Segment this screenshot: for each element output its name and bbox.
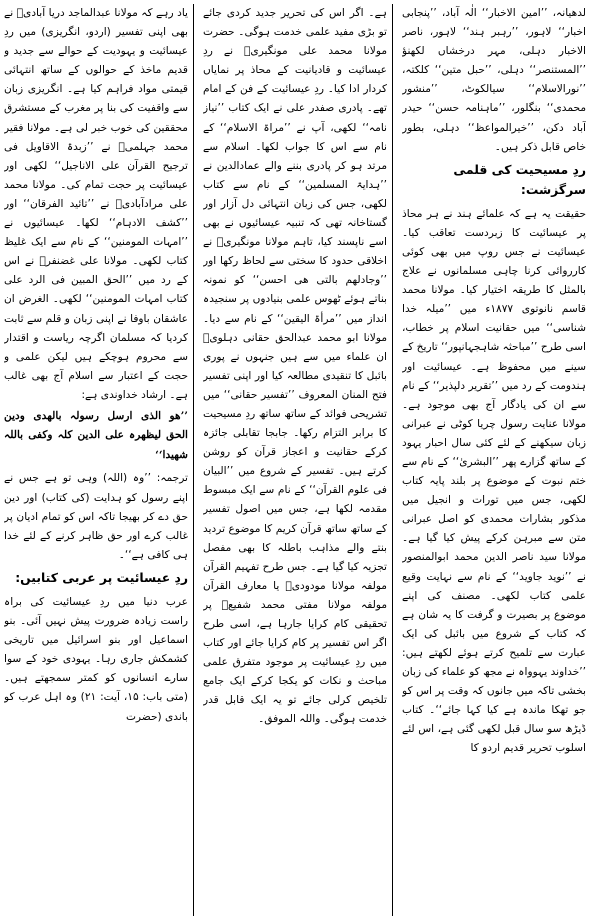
column-right [402, 4, 586, 916]
paragraph: یاد رہے کہ مولانا عبدالماجد دریا آبادیؒ نے بھی اپنی تفسیر (اردو، انگریزی) میں ردِ عیسائیت و یہودیت کے حوالے سے جدید و قدیم ماخذ کے حوالوں کے ساتھ انتہائی قیمتی مواد فراہم کیا ہے۔ انگریزی زبان سے واقفیت کی بنا پر مغرب کے مستشرق محققین کی خوب خبر لی ہے۔ مولانا فقیر محمد جہلمیؒ نے ’’زبدۃ الاقاویل فی ترجیح القرآن علی الاناجیل‘‘ لکھی اور عیسائیت پر حجت تمام کی۔ مولانا محمد علی مرادآبادیؒ نے ’’تائید الفرقان‘‘ اور ’’کشف الادہام‘‘ لکھا۔ عیسائیوں نے ’’امہات المومنین‘‘ کے نام سے ایک غلیظ کتاب لکھی۔ مولانا علی غضنفرؒ نے اس کے رد میں ’’الحق المبین فی الرد علی کتاب امہات المومنین‘‘ لکھی۔ الغرض ان عاشقان باوفا نے اپنی زبان و قلم سے ثابت کردیا کہ مسلمان اگرچہ ریاست و اقتدار سے محروم ہوچکے ہیں لیکن علمی و حجت کے اعتبار سے اسلام آج بھی غالب ہے۔ ارشاد خداوندی ہے: [4, 7, 188, 401]
column-middle [203, 4, 387, 916]
quran-verse: ’’ھو الذی ارسل رسولہ بالھدی ودین الحق لیظھرہ علی الدین کلہ وکفی باللہ شھیدا‘‘ [4, 409, 188, 461]
paragraph: ہے۔ اگر اس کی تحریر جدید کردی جائے تو بڑی مفید علمی خدمت ہوگی۔ حضرت مولانا محمد علی مونگیریؒ نے ردِ عیسائیت و قادیانیت کے محاذ پر نمایاں کردار ادا کیا۔ ردِ عیسائیت کے فن کے امام تھے۔ پادری صفدر علی نے ایک کتاب ’’نیاز نامہ‘‘ لکھی، آپ نے ’’مراۃ الاسلام‘‘ کے نام سے اس کا جواب لکھا۔ اسلام سے مرتد ہو کر پادری بننے والے عمادالدین نے ’’ہدایۃ المسلمین‘‘ کے نام سے کتاب لکھی، جس کی زبان انتہائی دل آزار اور گستاخانہ تھی کہ تنبیہ عیسائیوں نے بھی اسے ناپسند کیا، تاہم مولانا مونگیریؒ نے اخلاقی حدود کا سختی سے لحاظ رکھا اور ’’وجادلھم بالتی ھی احسن‘‘ کو نمونہ بناتے ہوئے ٹھوس علمی بنیادوں پر سنجیدہ انداز میں ’’مرأۃ الیقین‘‘ کے نام سے دیا۔ مولانا ابو محمد عبدالحق حقانی دہلویؒ ان علماء میں سے ہیں جنہوں نے پوری بائبل کا تنقیدی مطالعہ کیا اور اپنی تفسیر فتح المنان المعروف ’’تفسیر حقانی‘‘ میں تشریحی فوائد کے ساتھ ساتھ ردِ مسیحیت کا برابر التزام رکھا۔ جابجا تقابلی جائزہ کرکے حقانیت و اعجاز قرآن کو روشن کرتے ہیں۔ تفسیر کے شروع میں ’’البیان فی علوم القرآن‘‘ کے نام سے ایک مبسوط مقدمہ لکھا ہے، جس میں اصول تفسیر کے ساتھ ساتھ قرآن کریم کا موضوع تردید بنتے والے مذاہب باطلہ کا بھی مفصل تجزیہ کیا گیا ہے۔ جس طرح تفہیم القرآن مولفہ مولانا مودودیؒ یا معارف القرآن مولفہ مولانا مفتی محمد شفیعؒ پر تحقیقی کام کرایا جارہا ہے، اسی طرح اگر اس تفسیر پر کام کرایا جائے اور کتاب میں ردِ عیسائیت پر موجود متفرق علمی مباحث و نکات کو یکجا کرکے ایک جامع تلخیص کرلی جائے تو یہ ایک قابل قدر خدمت ہوگی۔ واللہ الموفق۔ [203, 7, 387, 726]
paragraph: عرب دنیا میں ردِ عیسائیت کی براہ راست زیادہ ضرورت پیش نہیں آئی۔ بنو اسماعیل اور بنو اسرائیل میں تاریخی کشمکش جاری رہا۔ یہودی خود کے سوا سارے انسانوں کو کمتر سمجھتے ہیں۔ (متی باب: ۱۵، آیت: ۲۱) وہ اہل عرب کو باندی (حضرت [4, 595, 188, 723]
section-heading: ردِ عیسائیت پر عربی کتابیں: [15, 569, 188, 585]
paragraph: حقیقت یہ ہے کہ علمائے ہند نے ہر محاذ پر عیسائیت کا زبردست تعاقب کیا۔ عیسائیت نے جس روپ میں بھی کوئی کارروائی کرنا چاہی مسلمانوں نے علاج بالمثل کا طریقہ اختیار کیا۔ مولانا محمد قاسم نانوتوی ۱۸۷۷ء میں ’’میلہ خدا شناسی‘‘ میں حقانیت اسلام پر خطاب، اسی طرح ’’مباحثہ شاہجہانپور‘‘ تاریخ کے سینے میں محفوظ ہے۔ عیسائیت اور ہندومت کے رد میں ’’تقریر دلپذیر‘‘ کے نام سے ان کی یادگار آج بھی موجود ہے۔ مولانا عنایت رسول چریا کوٹی نے عبرانی زبان سیکھنے کے لئے کئی سال احبار یہود کے ساتھ گزارے پھر ’’البشریٰ‘‘ کے نام سے ختم نبوت کے موضوع پر بلند پایہ کتاب لکھی، جس میں تورات و انجیل میں مذکور بشارات محمدی کو اصل عبرانی متن سے مبرہن کرکے پیش کیا گیا ہے۔ مولانا سید ناصر الدین محمد ابوالمنصور نے ’’نوید جاوید‘‘ کے نام سے نہایت وقیع علمی کتاب لکھی۔ مصنف کی اپنے موضوع پر بصیرت و گرفت کا یہ شان ہے کہ کتاب کے شروع میں بائبل کی ایک عبارت سے تلمیح کرتے ہوئے لکھتے ہیں: ’’خداوند یہوواہ نے مجھ کو علماء کی زبان بخشی تاکہ میں جانوں کہ وقت پر اس کو جو تھکا ماندہ ہے کیا کہا جائے‘‘۔ کتاب ڈیڑھ سو سال قبل لکھی گئی ہے، اس لئے اسلوب تحریر قدیم اردو کا [402, 207, 586, 755]
column-divider [392, 4, 393, 916]
paragraph: لدھیانہ، ’’امین الاخبار‘‘ الٰہ آباد، ’’پنجابی اخبار‘‘ لاہور، ’’رہبر ہند‘‘ لاہور، ناصر الاخبار دہلی، مہر درخشاں لکھنؤ ’’المستنصر‘‘ دہلی، ’’حبل متین‘‘ کلکتہ، ’’نورالاسلام‘‘ سیالکوٹ، ’’منشور محمدی‘‘ بنگلور، ’’ماہنامہ حسن‘‘ حیدر آباد دکن، ’’خیرالمواعظ‘‘ دہلی، بطور خاص قابل ذکر ہیں۔ [402, 7, 586, 153]
section-heading: ردِ مسیحیت کی قلمی سرگزشت: [453, 161, 586, 197]
column-left [4, 4, 188, 916]
translation: ترجمہ: ’’وہ (اللہ) وہی تو ہے جس نے اپنے رسول کو ہدایت (کی کتاب) اور دین حق دے کر بھیجا تاکہ اس کو تمام ادیان پر غالب کرے اور حق ظاہر کرنے کے لئے خدا ہی کافی ہے‘‘۔ [4, 472, 188, 561]
column-divider [193, 4, 194, 916]
